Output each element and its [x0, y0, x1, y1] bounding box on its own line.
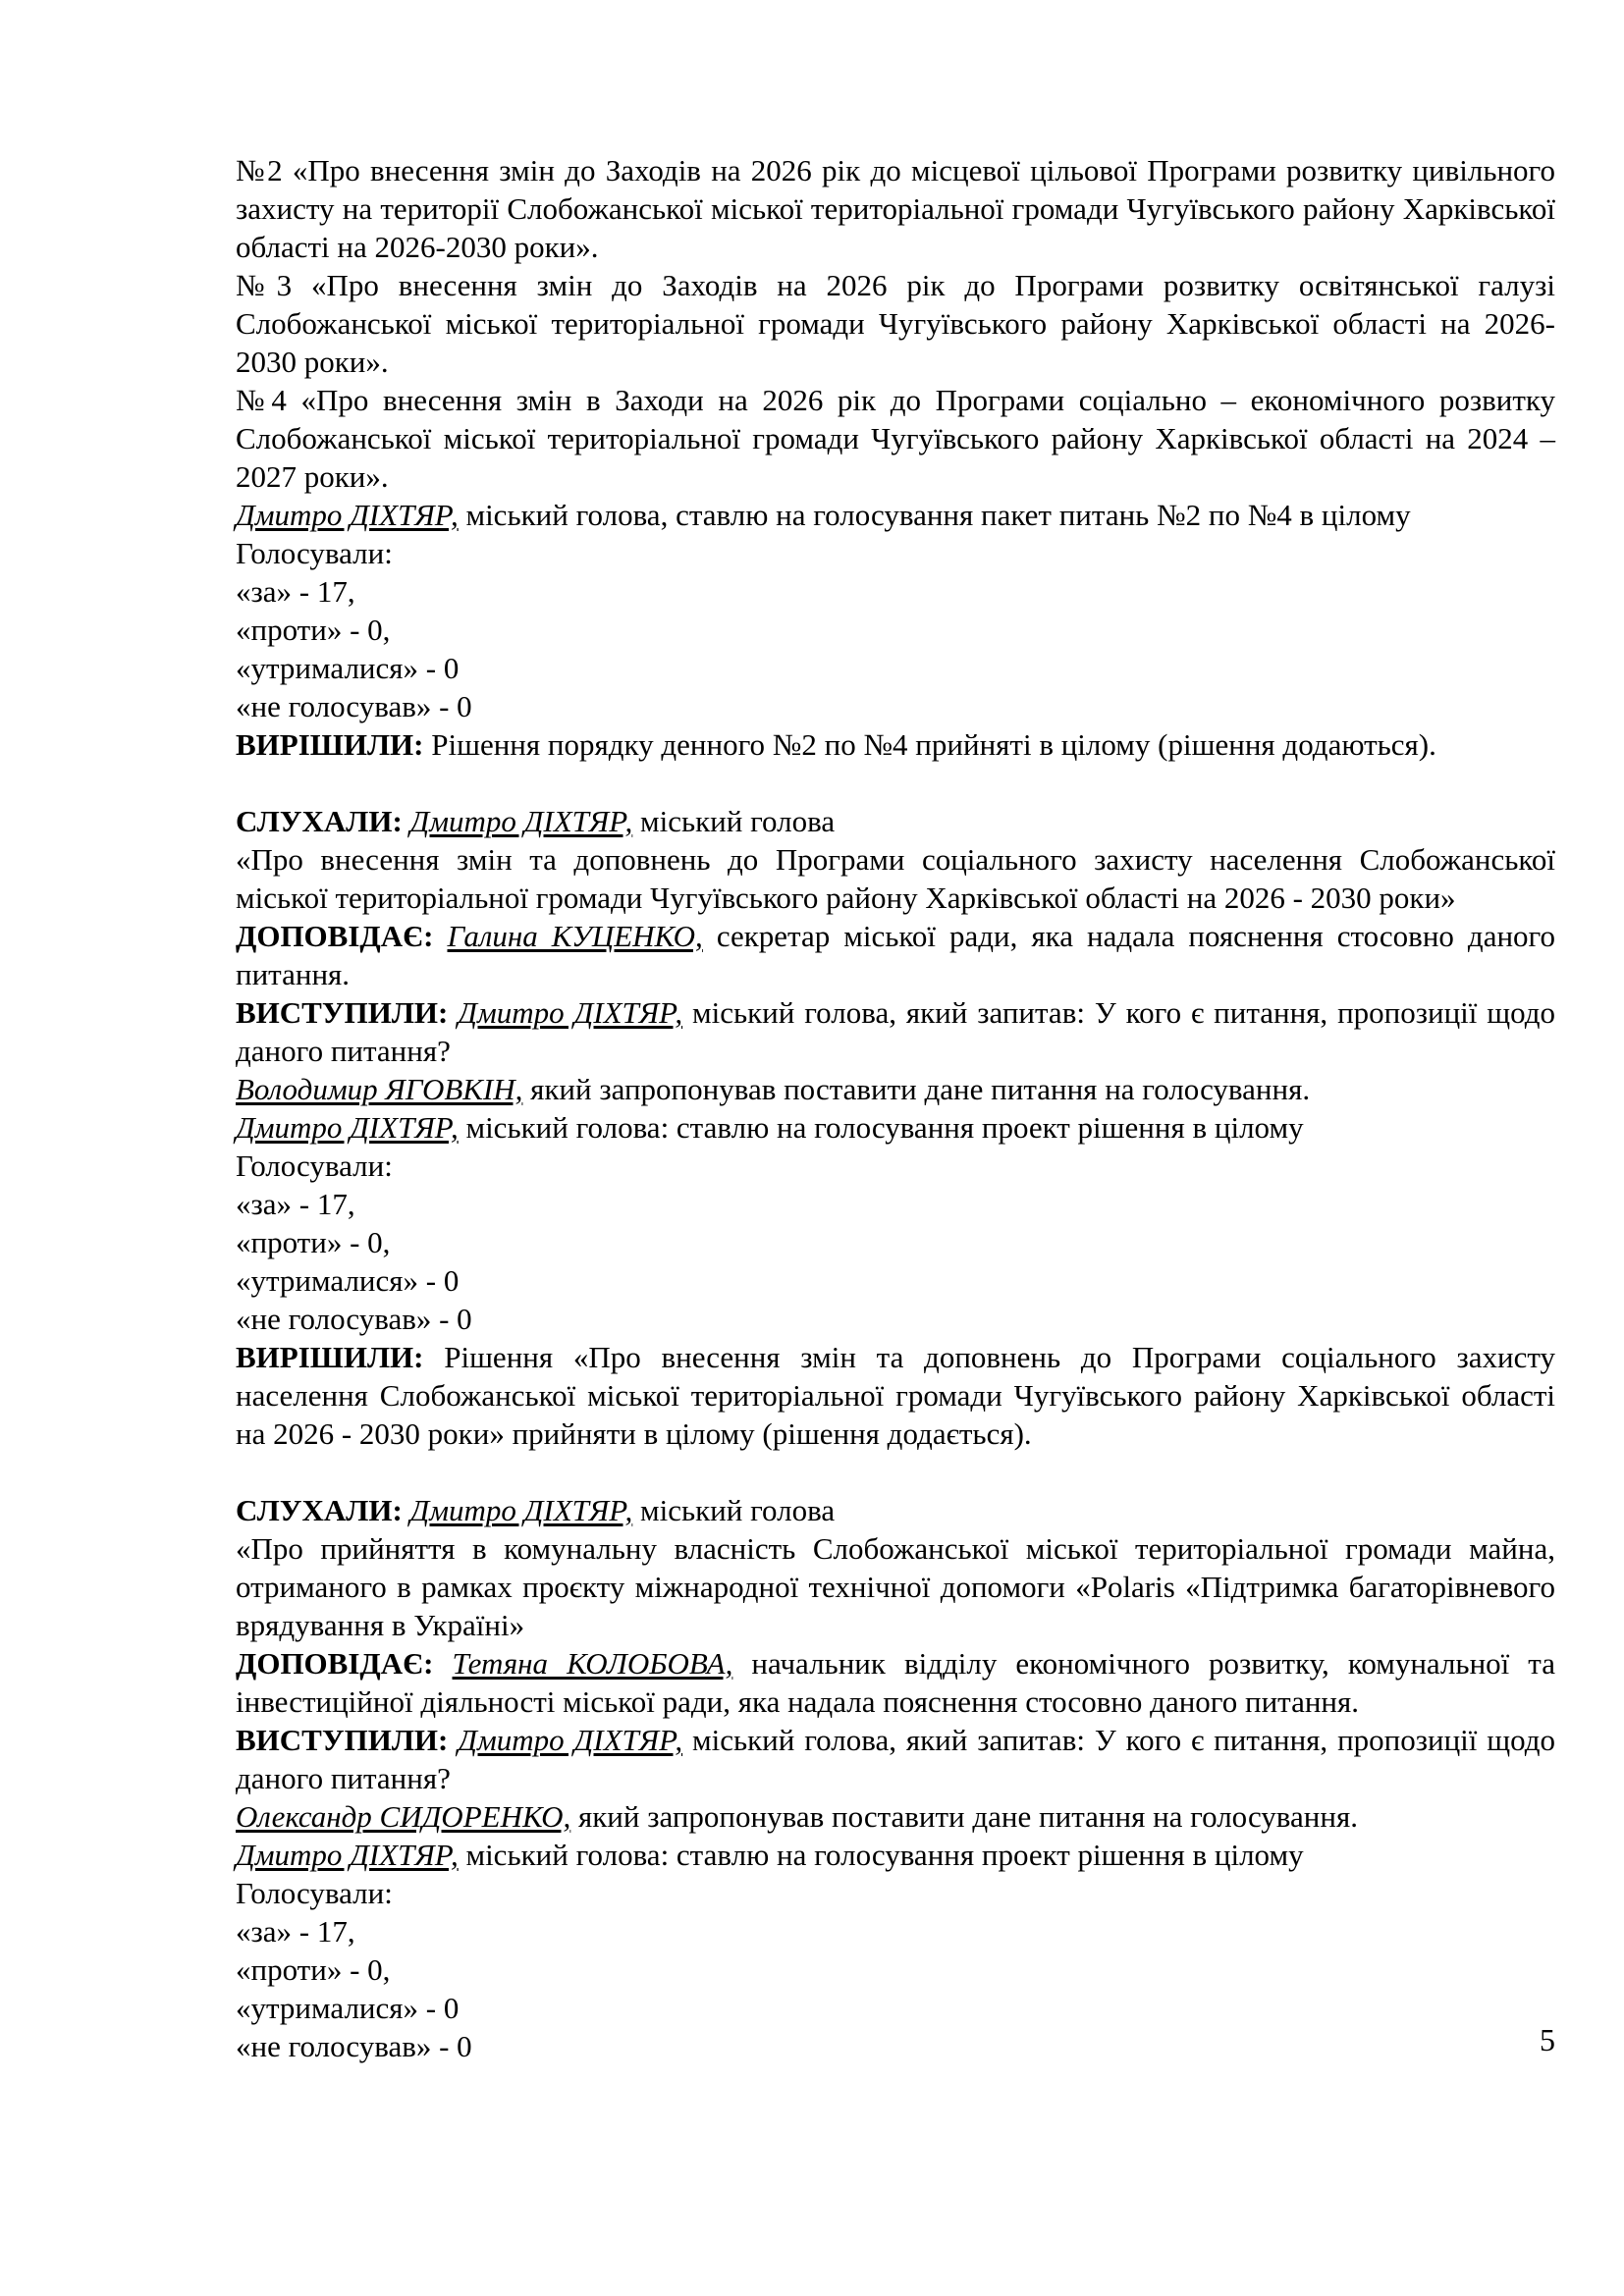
- report-name: Галина КУЦЕНКО,: [447, 919, 703, 953]
- voted-label: Голосували:: [236, 536, 393, 570]
- speaker-line: [236, 496, 1555, 534]
- chair-text: міський голова: ставлю на голосування проект рішення в цілому: [458, 1838, 1304, 1872]
- report-label: ДОПОВІДАЄ:: [236, 919, 434, 953]
- heard-line: [236, 802, 1555, 840]
- chair-text: міський голова: ставлю на голосування проект рішення в цілому: [458, 1110, 1304, 1145]
- spoke-name: Дмитро ДІХТЯР,: [458, 1723, 683, 1757]
- votes-not-voted: «не голосував» - 0: [236, 689, 472, 723]
- report-name: Тетяна КОЛОБОВА,: [452, 1646, 733, 1681]
- speaker-name: Дмитро ДІХТЯР,: [236, 498, 459, 532]
- spoke-line: [236, 1721, 1555, 1797]
- spoke-text: міський голова, який запитав: У кого є питання, пропозиції щодо даного питання?: [236, 1723, 1556, 1795]
- document-page: [236, 151, 1555, 2065]
- heard-label: СЛУХАЛИ:: [236, 1493, 403, 1527]
- votes-for: «за» - 17,: [236, 574, 355, 609]
- agenda-item-4: №4 «Про внесення змін в Заходи на 2026 рік до Програми соціально – економічного розвитку Слобожанської міської територіальної громади Чугуївського району Харківської області на 2024 – 2027 роки».: [236, 383, 1555, 494]
- decided-text: Рішення порядку денного №2 по №4 прийняті в цілому (рішення додаються).: [423, 727, 1436, 762]
- topic: «Про прийняття в комунальну власність Слобожанської міської територіальної громади майна, отриманого в рамках проєкту міжнародної технічної допомоги «Polaris «Підтримка багаторівневого врядування в Україні»: [236, 1531, 1555, 1642]
- heard-line: [236, 1491, 1555, 1529]
- voted-label: Голосували:: [236, 1876, 393, 1910]
- decided-label: ВИРІШИЛИ:: [236, 727, 424, 762]
- voted-label: Голосували:: [236, 1148, 393, 1183]
- votes-against: «проти» - 0,: [236, 613, 391, 647]
- agenda-item-2: №2 «Про внесення змін до Заходів на 2026 рік до місцевої цільової Програми розвитку цивільного захисту на території Слобожанської міської територіальної громади Чугуївського району Харківської області на 2026-2030 роки».: [236, 153, 1555, 264]
- spoke-label: ВИСТУПИЛИ:: [236, 995, 449, 1030]
- spoke-line: [236, 993, 1555, 1070]
- votes-abstained: «утрималися» - 0: [236, 651, 460, 685]
- proposer-text: який запропонував поставити дане питання на голосування.: [570, 1799, 1358, 1834]
- decision-line: [236, 1338, 1555, 1453]
- page-number: 5: [1540, 2022, 1555, 2057]
- votes-for: «за» - 17,: [236, 1914, 355, 1949]
- heard-role: міський голова: [632, 804, 836, 838]
- proposer-name: Володимир ЯГОВКІН,: [236, 1072, 523, 1106]
- heard-name: Дмитро ДІХТЯР,: [409, 1493, 633, 1527]
- decision-line: [236, 725, 1555, 764]
- votes-abstained: «утрималися» - 0: [236, 1263, 460, 1298]
- proposer-line: [236, 1070, 1555, 1108]
- section-gap: [236, 764, 1555, 802]
- proposer-line: [236, 1797, 1555, 1836]
- votes-abstained: «утрималися» - 0: [236, 1991, 460, 2025]
- votes-not-voted: «не голосував» - 0: [236, 2029, 472, 2063]
- spoke-label: ВИСТУПИЛИ:: [236, 1723, 449, 1757]
- report-line: [236, 917, 1555, 993]
- report-line: [236, 1644, 1555, 1721]
- votes-not-voted: «не голосував» - 0: [236, 1302, 472, 1336]
- chair-name: Дмитро ДІХТЯР,: [236, 1838, 459, 1872]
- chair-name: Дмитро ДІХТЯР,: [236, 1110, 459, 1145]
- chair-line: [236, 1108, 1555, 1147]
- votes-against: «проти» - 0,: [236, 1225, 391, 1259]
- section-gap: [236, 1453, 1555, 1491]
- spoke-text: міський голова, який запитав: У кого є питання, пропозиції щодо даного питання?: [236, 995, 1556, 1068]
- report-text: секретар міської ради, яка надала пояснення стосовно даного питання.: [236, 919, 1555, 991]
- decided-label: ВИРІШИЛИ:: [236, 1340, 424, 1374]
- votes-against: «проти» - 0,: [236, 1952, 391, 1987]
- topic: «Про внесення змін та доповнень до Програми соціального захисту населення Слобожанської міської територіальної громади Чугуївського району Харківської області на 2026 - 2030 роки»: [236, 842, 1555, 915]
- agenda-item-3: №3 «Про внесення змін до Заходів на 2026 рік до Програми розвитку освітянської галузі Слобожанської міської територіальної громади Чугуївського району Харківської області на 2026-2030 роки».: [236, 268, 1555, 379]
- proposer-text: який запропонував поставити дане питання на голосування.: [522, 1072, 1311, 1106]
- report-label: ДОПОВІДАЄ:: [236, 1646, 434, 1681]
- chair-line: [236, 1836, 1555, 1874]
- heard-role: міський голова: [632, 1493, 836, 1527]
- heard-label: СЛУХАЛИ:: [236, 804, 403, 838]
- report-text: начальник відділу економічного розвитку, комунальної та інвестиційної діяльності міської ради, яка надала пояснення стосовно даного питання.: [236, 1646, 1555, 1719]
- spoke-name: Дмитро ДІХТЯР,: [458, 995, 683, 1030]
- votes-for: «за» - 17,: [236, 1187, 355, 1221]
- speaker-text: міський голова, ставлю на голосування пакет питань №2 по №4 в цілому: [458, 498, 1411, 532]
- decided-text: Рішення «Про внесення змін та доповнень до Програми соціального захисту населення Слобожанської міської територіальної громади Чугуївського району Харківської області на 2026 - 2030 роки» прийняти в цілому (рішення додається).: [236, 1340, 1555, 1451]
- heard-name: Дмитро ДІХТЯР,: [409, 804, 633, 838]
- proposer-name: Олександр СИДОРЕНКО,: [236, 1799, 571, 1834]
